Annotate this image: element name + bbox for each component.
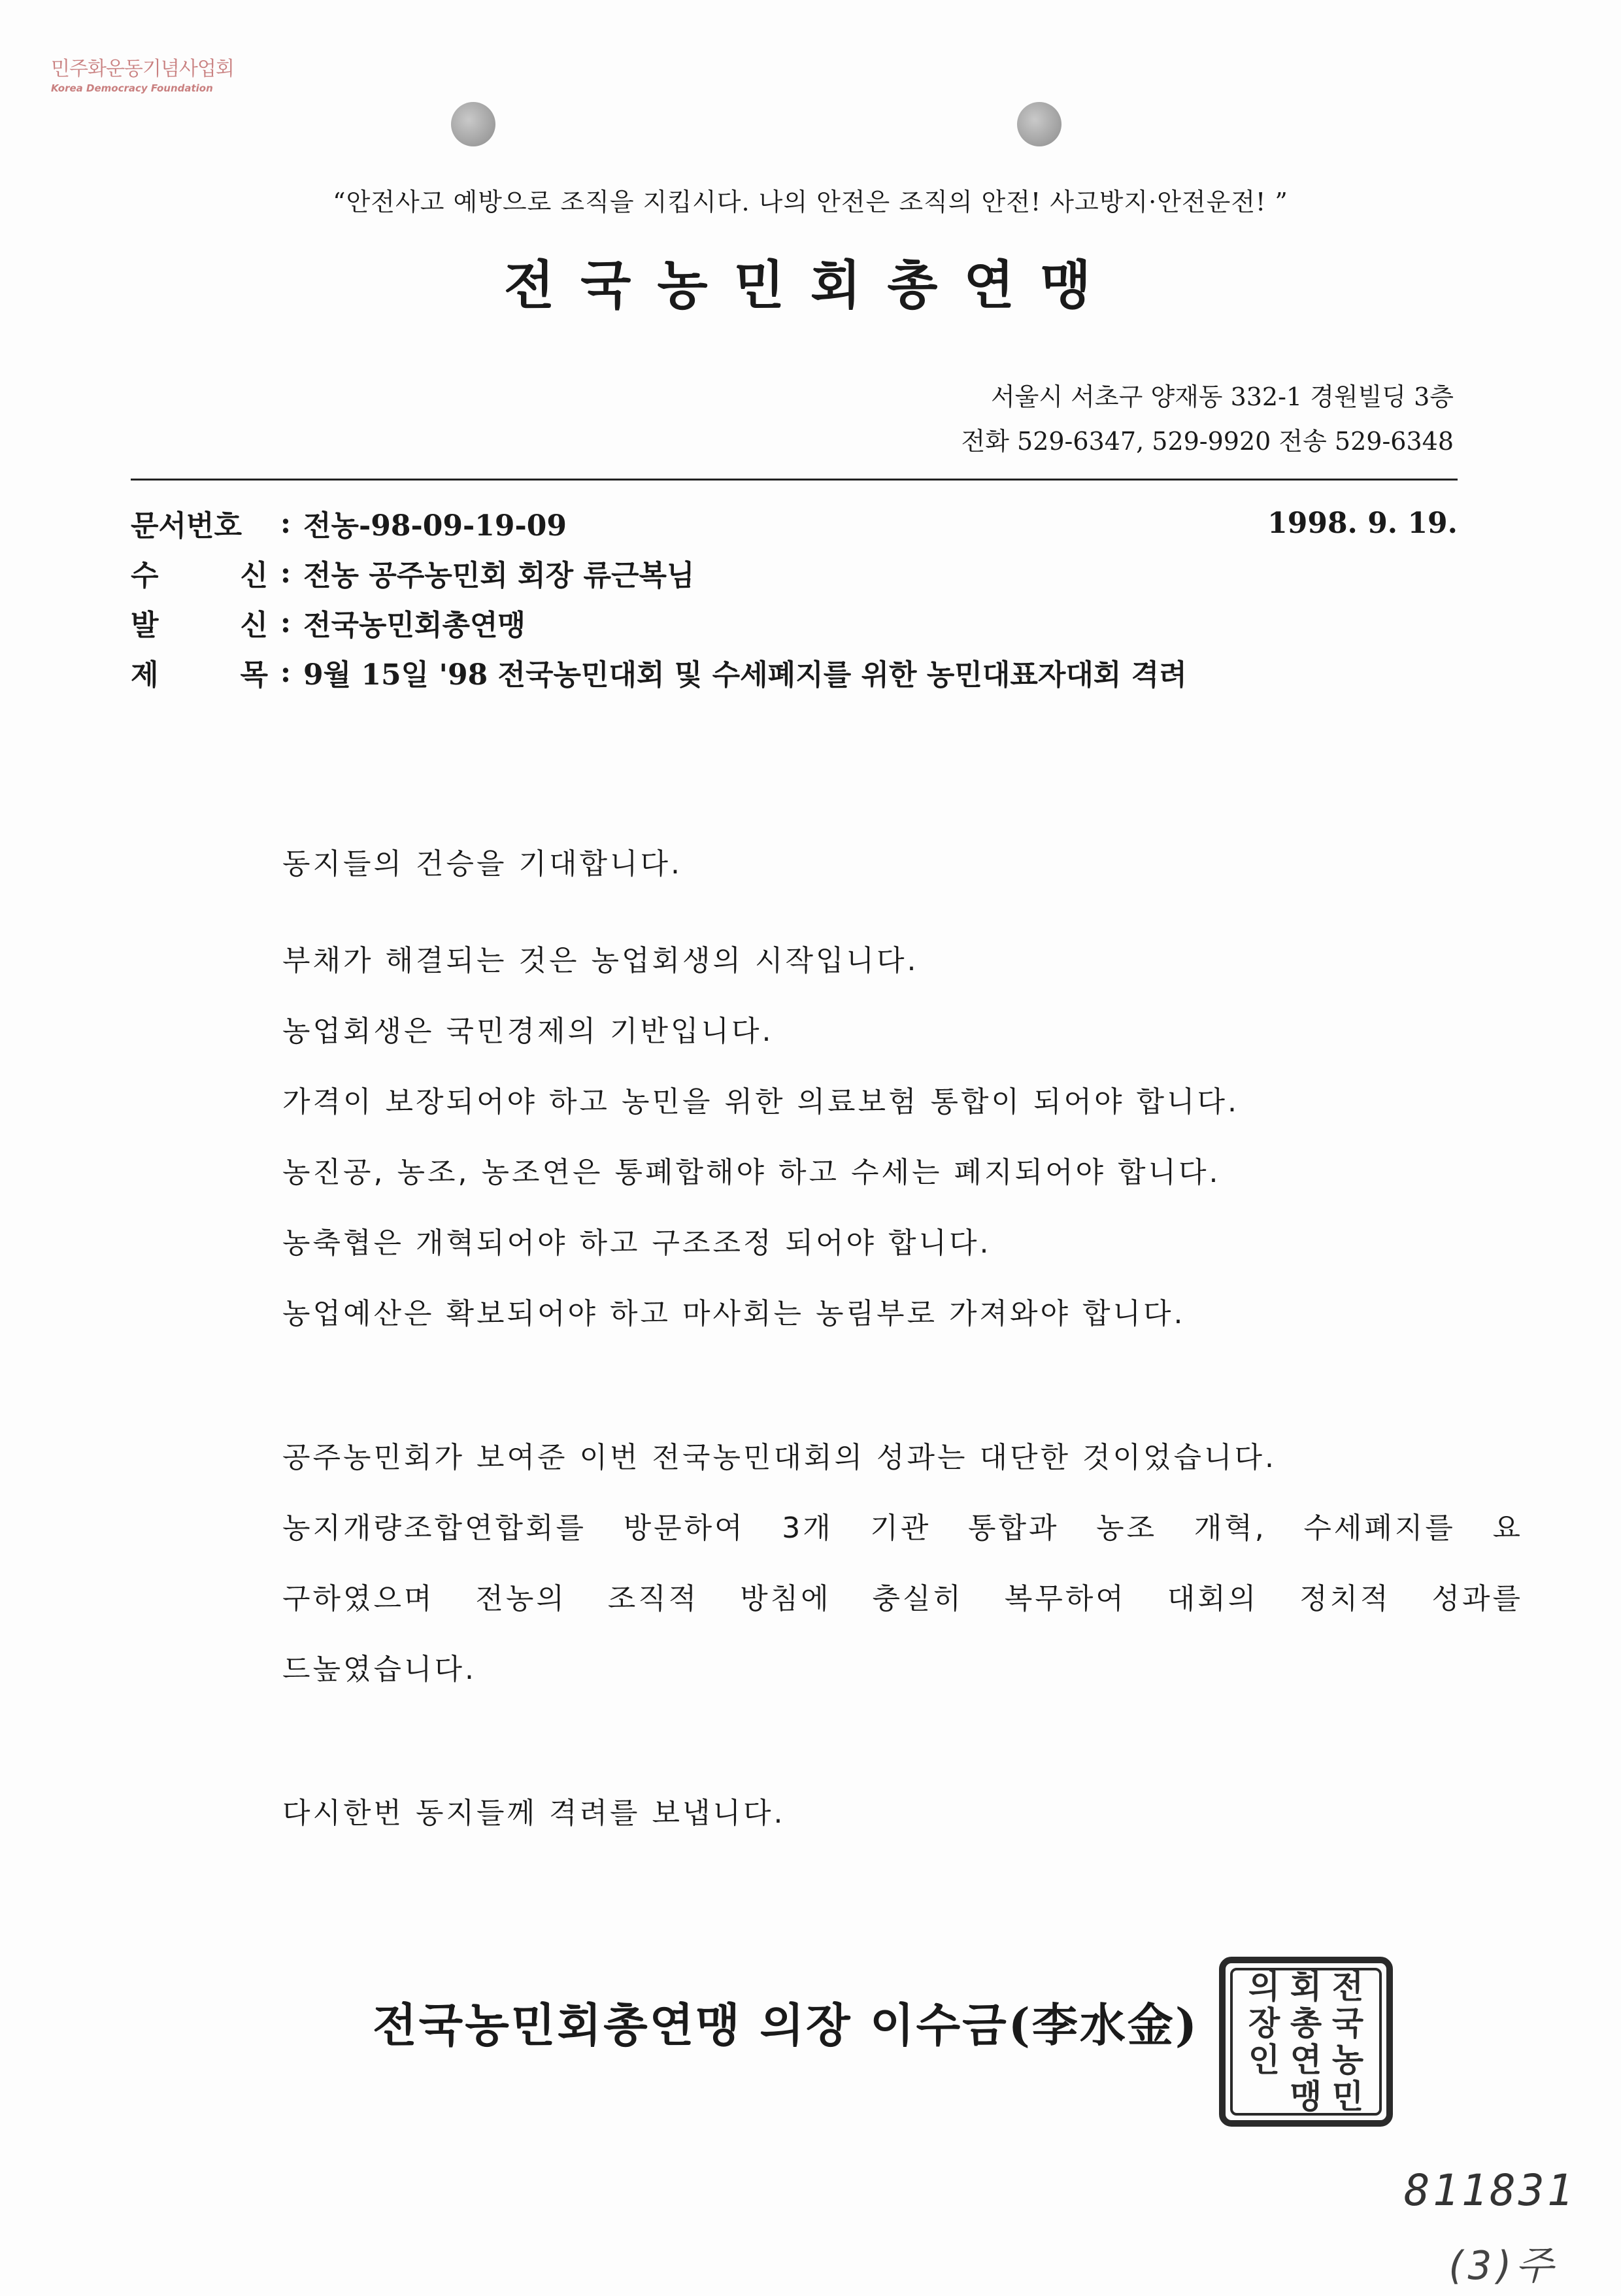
demand-line: 부채가 해결되는 것은 농업회생의 시작입니다.	[282, 944, 919, 977]
demand-line: 농진공, 농조, 농조연은 통폐합해야 하고 수세는 폐지되어야 합니다.	[282, 1156, 1221, 1189]
subject: 9월 15일 '98 전국농민대회 및 수세폐지를 위한 농민대표자대회 격려	[303, 658, 1187, 692]
separator: :	[280, 556, 292, 590]
demand-line: 농업회생은 국민경제의 기반입니다.	[282, 1015, 774, 1048]
separator: :	[280, 605, 292, 639]
from-label-a: 발	[131, 609, 159, 642]
recipient: 전농 공주농민회 회장 류근복님	[303, 559, 695, 592]
contact-line: 전화 529-6347, 529-9920 전송 529-6348	[961, 427, 1454, 456]
handwritten-note: (3)주	[1445, 2243, 1554, 2289]
seal-char: 국	[1331, 2004, 1364, 2042]
letterhead-address	[961, 375, 1454, 464]
subject-label	[131, 651, 268, 693]
demand-line: 가격이 보장되어야 하고 농민을 위한 의료보험 통합이 되어야 합니다.	[282, 1085, 1239, 1119]
doc-no-label: 문서번호	[131, 509, 242, 543]
watermark-korean: 민주화운동기념사업회	[51, 58, 234, 80]
address-line: 서울시 서초구 양재동 332-1 경원빌딩 3층	[990, 382, 1454, 411]
handwritten-archive-number: 811831	[1404, 2165, 1576, 2216]
seal-char: 연	[1290, 2040, 1322, 2079]
to-label-a: 수	[131, 559, 159, 592]
to-label	[131, 552, 268, 594]
seal-char: 민	[1331, 2077, 1364, 2116]
praise-line: 공주농민회가 보여준 이번 전국농민대회의 성과는 대단한 것이었습니다.	[282, 1441, 1277, 1474]
separator: :	[280, 506, 292, 540]
separator: :	[280, 655, 292, 689]
from-label	[131, 601, 268, 643]
sender: 전국농민회총연맹	[303, 609, 526, 642]
praise-line: 구하였으며 전농의 조직적 방침에 충실히 복무하여 대회의 정치적 성과를	[282, 1582, 1523, 1615]
praise-line: 드높였습니다.	[282, 1653, 477, 1686]
meta-row-from	[131, 598, 1458, 647]
punch-hole-right	[1017, 102, 1061, 146]
seal-char: 장	[1248, 2004, 1280, 2042]
seal-char: 맹	[1290, 2077, 1322, 2116]
watermark-logo	[51, 52, 234, 94]
document-meta	[131, 498, 1458, 697]
closing-line: 다시한번 동지들께 격려를 보냅니다.	[282, 1797, 786, 1830]
slogan: “안전사고 예방으로 조직을 지킵시다. 나의 안전은 조직의 안전! 사고방지·안전운전! ”	[333, 188, 1288, 216]
official-seal	[1217, 1955, 1395, 2129]
meta-row-doc-no	[131, 498, 1458, 548]
demand-line: 농업예산은 확보되어야 하고 마사회는 농림부로 가져와야 합니다.	[282, 1297, 1186, 1330]
seal-char: 회	[1290, 1967, 1322, 2006]
meta-row-to	[131, 548, 1458, 598]
letter-body	[282, 829, 1524, 1849]
from-label-b: 신	[240, 609, 268, 642]
document-date: 1998. 9. 19.	[1267, 506, 1458, 540]
seal-char: 인	[1248, 2040, 1280, 2079]
meta-row-subject	[131, 647, 1458, 697]
seal-char: 전	[1331, 1967, 1364, 2006]
punch-hole-left	[451, 102, 495, 146]
subject-label-a: 제	[131, 658, 159, 692]
seal-char: 총	[1290, 2004, 1322, 2042]
header-divider	[131, 479, 1458, 481]
signature-line: 전국농민회총연맹 의장 이수금(李水金)	[373, 1998, 1199, 2052]
to-label-b: 신	[240, 559, 268, 592]
greeting: 동지들의 건승을 기대합니다.	[282, 847, 683, 881]
seal-char: 농	[1331, 2040, 1364, 2079]
subject-label-b: 목	[240, 658, 268, 692]
watermark-english: Korea Democracy Foundation	[51, 82, 213, 94]
seal-char: 의	[1248, 1967, 1280, 2006]
praise-line: 농지개량조합연합회를 방문하여 3개 기관 통합과 농조 개혁, 수세폐지를 요	[282, 1511, 1523, 1545]
demand-line: 농축협은 개혁되어야 하고 구조조정 되어야 합니다.	[282, 1226, 992, 1260]
doc-no-value: 전농-98-09-19-09	[303, 509, 567, 543]
org-title: 전국농민회총연맹	[503, 254, 1118, 316]
